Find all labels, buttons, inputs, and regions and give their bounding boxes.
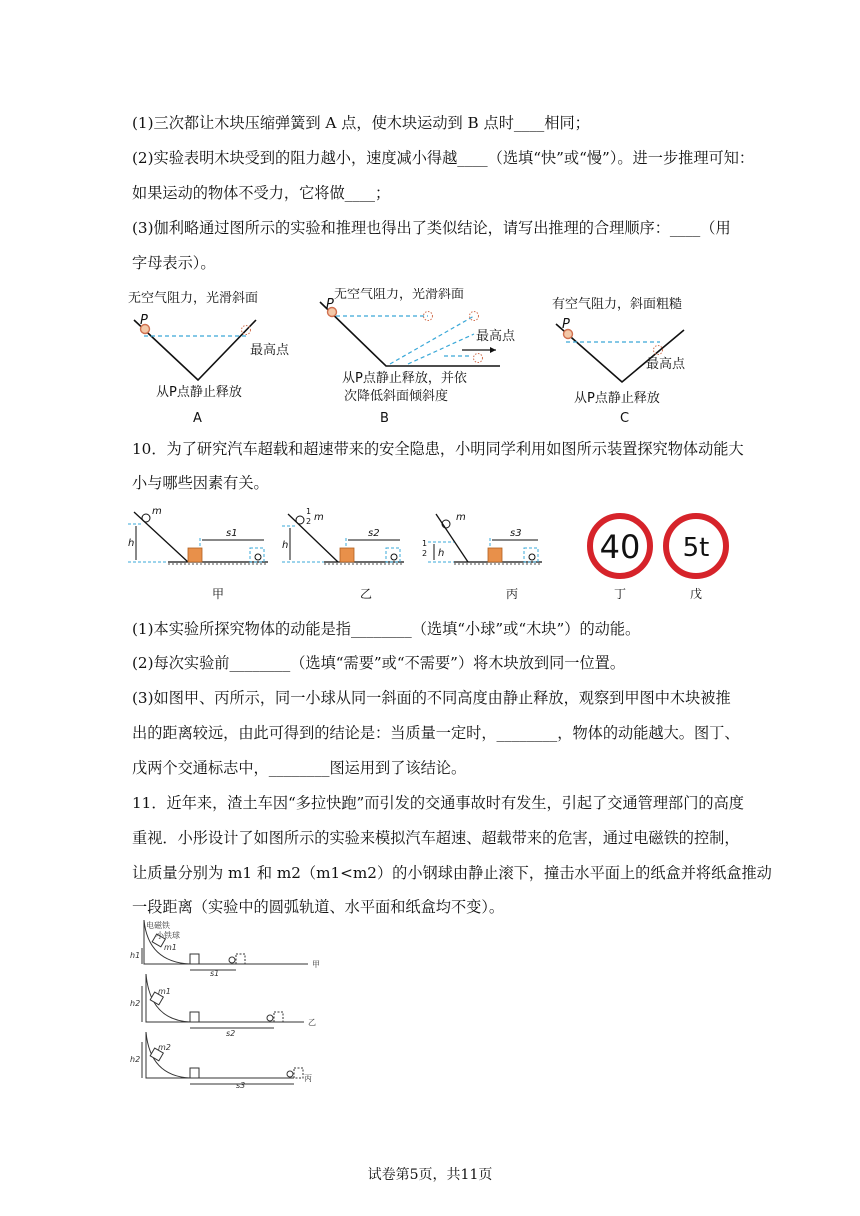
fig2-label-yi: 乙 bbox=[359, 587, 373, 601]
fig3-m1-row1: m1 bbox=[164, 943, 177, 952]
speed-limit-sign: 40 bbox=[599, 528, 641, 566]
fig-a-bottom: 从P点静止释放 bbox=[156, 385, 242, 400]
fig-c-highest: 最高点 bbox=[646, 357, 686, 372]
fig2-label-bing: 丙 bbox=[505, 587, 519, 601]
q10-part3-cont2: 戊两个交通标志中，________图运用到了该结论。 bbox=[132, 759, 467, 777]
fig-c-top: 有空气阻力，斜面粗糙 bbox=[552, 297, 683, 312]
fig-a-p: P bbox=[140, 313, 148, 328]
q9-part3-cont: 字母表示）。 bbox=[132, 254, 216, 272]
q9-part2: (2)实验表明木块受到的阻力越小，速度减小得越____（选填“快”或“慢”）。进一步推理可知： bbox=[132, 149, 755, 167]
q10-part3-cont: 出的距离较远，由此可得到的结论是：当质量一定时，________，物体的动能越大。图丁、 bbox=[132, 724, 740, 742]
fig2-h3: h bbox=[438, 548, 445, 559]
kinetic-energy-figure bbox=[128, 508, 738, 608]
q10-stem-cont: 小与哪些因素有关。 bbox=[132, 474, 269, 492]
fig-c-label: C bbox=[620, 411, 630, 426]
q10-stem: 10．为了研究汽车超载和超速带来的安全隐患，小明同学利用如图所示装置探究物体动能大 bbox=[132, 440, 744, 458]
fig2-h2: h bbox=[282, 540, 289, 551]
fig-a-highest: 最高点 bbox=[250, 343, 290, 358]
fig2-m3: m bbox=[456, 512, 466, 523]
arc-track-figure bbox=[128, 918, 328, 1088]
fig-b-bottom1: 从P点静止释放，并依 bbox=[342, 371, 467, 386]
fig3-m2-row3: m2 bbox=[158, 1043, 171, 1052]
fig3-h2-row3: h2 bbox=[130, 1055, 141, 1064]
page-footer: 试卷第5页，共11页 bbox=[367, 1167, 493, 1183]
fig-b-highest: 最高点 bbox=[476, 329, 516, 344]
fig2-m1: m bbox=[152, 508, 162, 517]
fig2-label-wu: 戊 bbox=[689, 587, 703, 601]
fig-b-label: B bbox=[380, 411, 389, 426]
fig2-s3: s3 bbox=[510, 528, 522, 539]
fig2-label-jia: 甲 bbox=[211, 587, 225, 601]
q9-part2-cont: 如果运动的物体不受力，它将做____； bbox=[132, 184, 391, 202]
q11-stem: 11．近年来，渣土车因“多拉快跑”而引发的交通事故时有发生，引起了交通管理部门的高度 bbox=[132, 794, 744, 812]
fig2-h-half-num: 1 bbox=[422, 539, 428, 548]
fig-b-bottom2: 次降低斜面倾斜度 bbox=[344, 389, 449, 404]
fig2-m2: m bbox=[314, 512, 324, 523]
q11-stem-cont2: 让质量分别为 m1 和 m2（m1<m2）的小钢球由静止滚下，撞击水平面上的纸盒并将纸盒推动 bbox=[132, 864, 772, 882]
q9-part3: (3)伽利略通过图所示的实验和推理也得出了类似结论，请写出推理的合理顺序：____（用 bbox=[132, 219, 731, 237]
fig3-h2-row2: h2 bbox=[130, 999, 141, 1008]
fig3-electromagnet: 电磁铁 bbox=[146, 921, 170, 930]
q10-part2: (2)每次实验前________（选填“需要”或“不需要”）将木块放到同一位置。 bbox=[132, 654, 626, 672]
q9-part1: (1)三次都让木块压缩弹簧到 A 点，使木块运动到 B 点时____相同； bbox=[132, 114, 590, 132]
fig3-row-bing: 丙 bbox=[304, 1074, 312, 1083]
fig3-s2: s2 bbox=[226, 1029, 236, 1038]
fig-a-top: 无空气阻力，光滑斜面 bbox=[128, 291, 259, 306]
fig2-h-half-den: 2 bbox=[422, 549, 428, 558]
fig-b-top: 无空气阻力，光滑斜面 bbox=[334, 288, 465, 302]
fig2-label-ding: 丁 bbox=[613, 587, 627, 601]
weight-limit-sign: 5t bbox=[682, 533, 710, 563]
fig3-h1: h1 bbox=[130, 951, 141, 960]
fig2-half-den: 2 bbox=[306, 517, 312, 526]
fig2-half-num: 1 bbox=[306, 508, 312, 516]
fig-a-label: A bbox=[193, 411, 202, 426]
fig3-row-jia: 甲 bbox=[312, 960, 320, 969]
fig2-h1: h bbox=[128, 538, 135, 549]
fig3-row-yi: 乙 bbox=[308, 1018, 316, 1027]
fig2-s2: s2 bbox=[368, 528, 380, 539]
fig3-s1: s1 bbox=[210, 969, 220, 978]
fig3-ball: 小铁球 bbox=[156, 931, 180, 940]
galileo-figure bbox=[128, 288, 718, 428]
q11-stem-cont3: 一段距离（实验中的圆弧轨道、水平面和纸盒均不变）。 bbox=[132, 898, 505, 916]
q10-part3: (3)如图甲、丙所示，同一小球从同一斜面的不同高度由静止释放，观察到甲图中木块被推 bbox=[132, 689, 731, 707]
fig3-m1-row2: m1 bbox=[158, 987, 171, 996]
fig2-s1: s1 bbox=[226, 528, 238, 539]
fig-b-p: P bbox=[326, 297, 334, 312]
fig-c-p: P bbox=[562, 317, 570, 332]
q10-part1: (1)本实验所探究物体的动能是指________（选填“小球”或“木块”）的动能。 bbox=[132, 620, 641, 638]
fig3-s3: s3 bbox=[236, 1081, 246, 1088]
fig-c-bottom: 从P点静止释放 bbox=[574, 391, 660, 406]
q11-stem-cont: 重视．小彤设计了如图所示的实验来模拟汽车超速、超载带来的危害，通过电磁铁的控制， bbox=[132, 829, 740, 847]
